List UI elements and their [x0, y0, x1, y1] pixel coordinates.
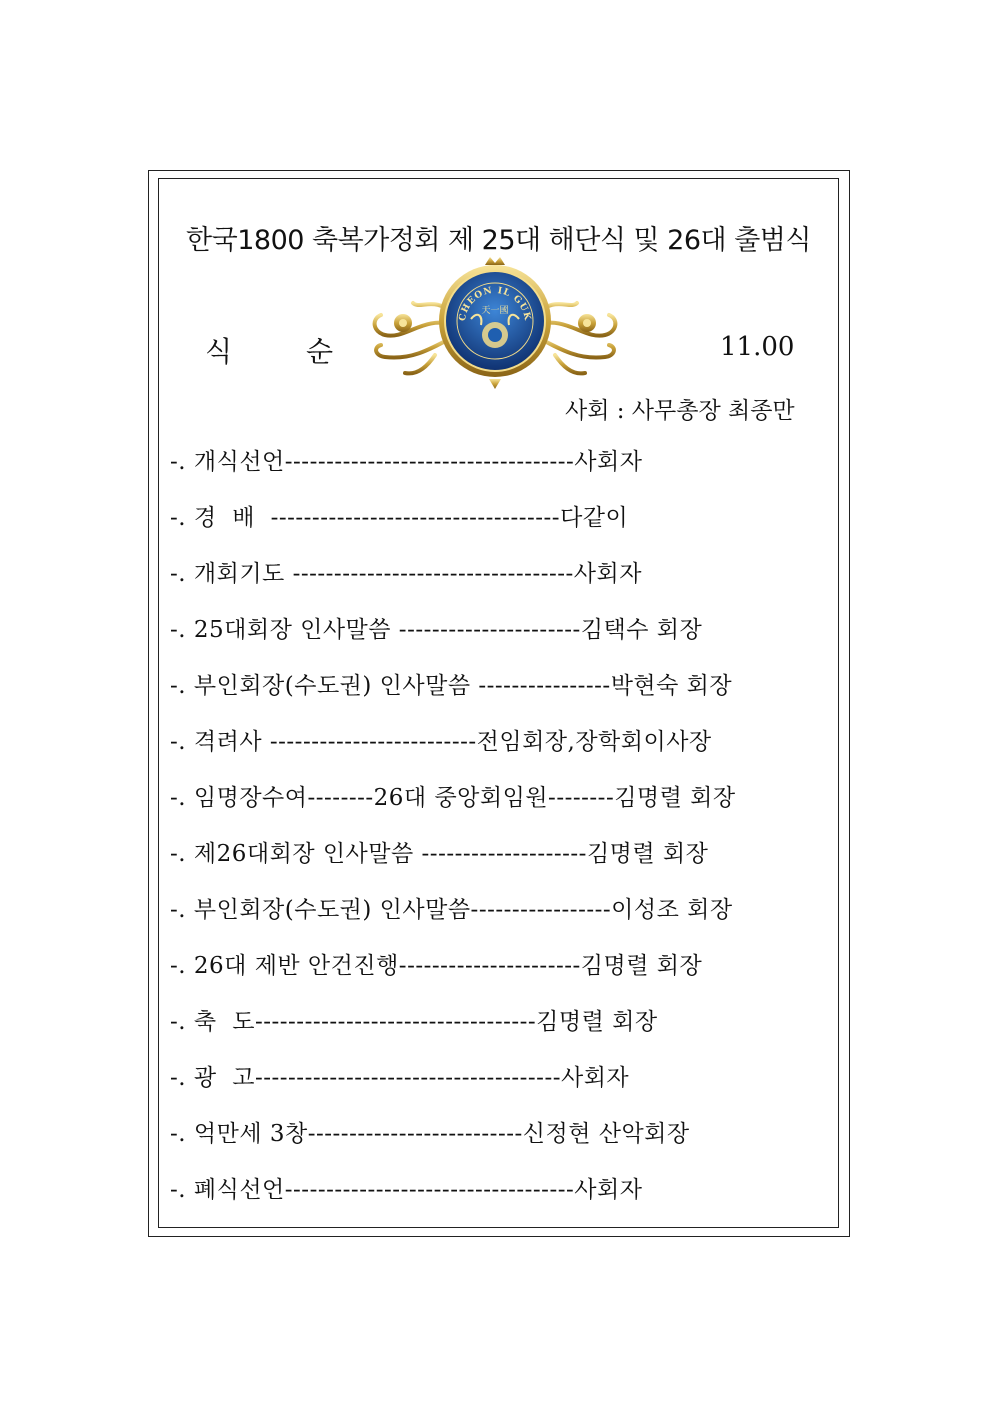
- heading-char-sun: 순: [306, 335, 334, 368]
- mc-line: 사회 : 사무총장 최종만: [565, 398, 795, 424]
- program-item: -. 격려사 -------------------------전임회장,장학회이사장: [170, 729, 712, 755]
- program-item: -. 26대 제반 안건진행----------------------김명렬 회장: [170, 953, 703, 979]
- program-item: -. 경 배 -----------------------------------다같이: [170, 505, 629, 531]
- program-item: -. 광 고-------------------------------------사회자: [170, 1065, 630, 1091]
- heading-char-sik: 식: [205, 335, 233, 368]
- program-item: -. 개회기도 ----------------------------------사회자: [170, 561, 642, 587]
- crown-tip: [485, 257, 505, 265]
- emblem-arc-text: CHEON IL GUK: [457, 285, 533, 322]
- page-title: 한국1800 축복가정회 제 25대 해단식 및 26대 출범식: [186, 225, 811, 256]
- emblem-center-text: 天一國: [481, 306, 509, 316]
- program-item: -. 개식선언-----------------------------------사회자: [170, 449, 643, 475]
- program-item: -. 축 도----------------------------------김명렬 회장: [170, 1009, 658, 1035]
- program-item: -. 억만세 3창--------------------------신정현 산악회장: [170, 1121, 690, 1147]
- start-time: 11.00: [720, 332, 795, 362]
- program-item: -. 제26대회장 인사말씀 --------------------김명렬 회장: [170, 841, 709, 867]
- program-item: -. 부인회장(수도권) 인사말씀-----------------이성조 회장: [170, 897, 733, 923]
- program-list: [170, 443, 736, 1227]
- program-item: -. 25대회장 인사말씀 ----------------------김택수 회장: [170, 617, 703, 643]
- program-item: -. 부인회장(수도권) 인사말씀 ----------------박현숙 회장: [170, 673, 733, 699]
- cheon-il-guk-emblem-icon: [365, 255, 625, 390]
- program-item: -. 폐식선언-----------------------------------사회자: [170, 1177, 643, 1203]
- program-item: -. 임명장수여--------26대 중앙회임원--------김명렬 회장: [170, 785, 736, 811]
